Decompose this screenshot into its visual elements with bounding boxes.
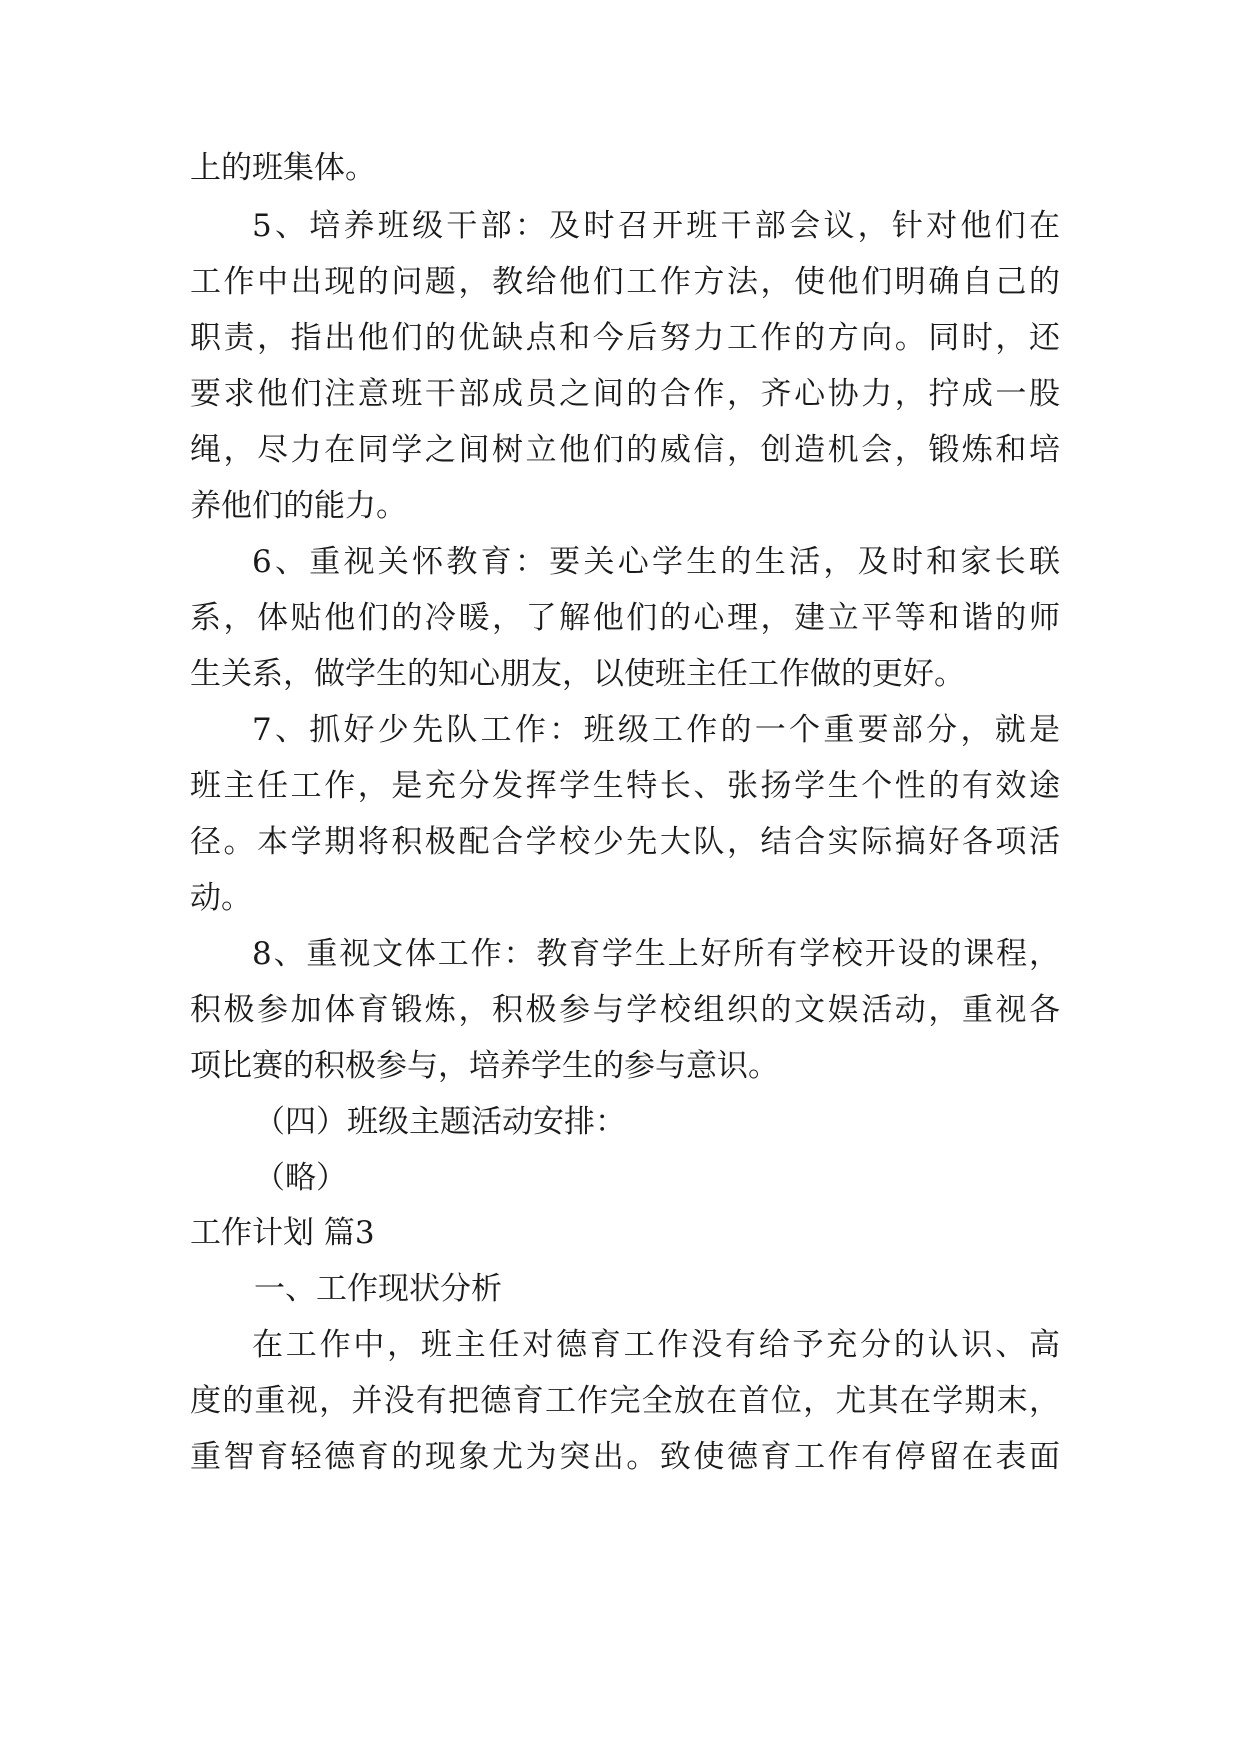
paragraph-line: 在工作中，班主任对德育工作没有给予充分的认识、高 bbox=[252, 1327, 1060, 1363]
section-subheading: （四）班级主题活动安排： bbox=[254, 1104, 626, 1140]
paragraph-line: 工作中出现的问题，教给他们工作方法，使他们明确自己的 bbox=[190, 264, 1060, 300]
paragraph-line: 8、重视文体工作：教育学生上好所有学校开设的课程， bbox=[252, 936, 1060, 972]
section-title: 工作计划 篇3 bbox=[190, 1215, 375, 1251]
paragraph-line: 要求他们注意班干部成员之间的合作，齐心协力，拧成一股 bbox=[190, 376, 1060, 412]
paragraph-line: 上的班集体。 bbox=[190, 150, 376, 186]
paragraph-line: 职责，指出他们的优缺点和今后努力工作的方向。同时，还 bbox=[190, 320, 1060, 356]
paragraph-line: 生关系，做学生的知心朋友，以使班主任工作做的更好。 bbox=[190, 656, 965, 692]
paragraph-line: 班主任工作，是充分发挥学生特长、张扬学生个性的有效途 bbox=[190, 768, 1060, 804]
paragraph-line: 径。本学期将积极配合学校少先大队，结合实际搞好各项活 bbox=[190, 824, 1060, 860]
paragraph-line: 积极参加体育锻炼，积极参与学校组织的文娱活动，重视各 bbox=[190, 992, 1060, 1028]
paragraph-line: 绳，尽力在同学之间树立他们的威信，创造机会，锻炼和培 bbox=[190, 432, 1060, 468]
paragraph-line: 6、重视关怀教育：要关心学生的生活，及时和家长联 bbox=[252, 544, 1060, 580]
paragraph-line: 重智育轻德育的现象尤为突出。致使德育工作有停留在表面 bbox=[190, 1439, 1060, 1475]
section-subheading: 一、工作现状分析 bbox=[254, 1271, 502, 1307]
paragraph-line: （略） bbox=[254, 1160, 347, 1196]
paragraph-line: 度的重视，并没有把德育工作完全放在首位，尤其在学期末， bbox=[190, 1383, 1060, 1419]
paragraph-line: 系，体贴他们的冷暖，了解他们的心理，建立平等和谐的师 bbox=[190, 600, 1060, 636]
paragraph-line: 动。 bbox=[190, 880, 252, 916]
paragraph-line: 7、抓好少先队工作：班级工作的一个重要部分，就是 bbox=[252, 712, 1060, 748]
paragraph-line: 养他们的能力。 bbox=[190, 488, 407, 524]
paragraph-line: 5、培养班级干部：及时召开班干部会议，针对他们在 bbox=[252, 208, 1060, 244]
paragraph-line: 项比赛的积极参与，培养学生的参与意识。 bbox=[190, 1048, 779, 1084]
